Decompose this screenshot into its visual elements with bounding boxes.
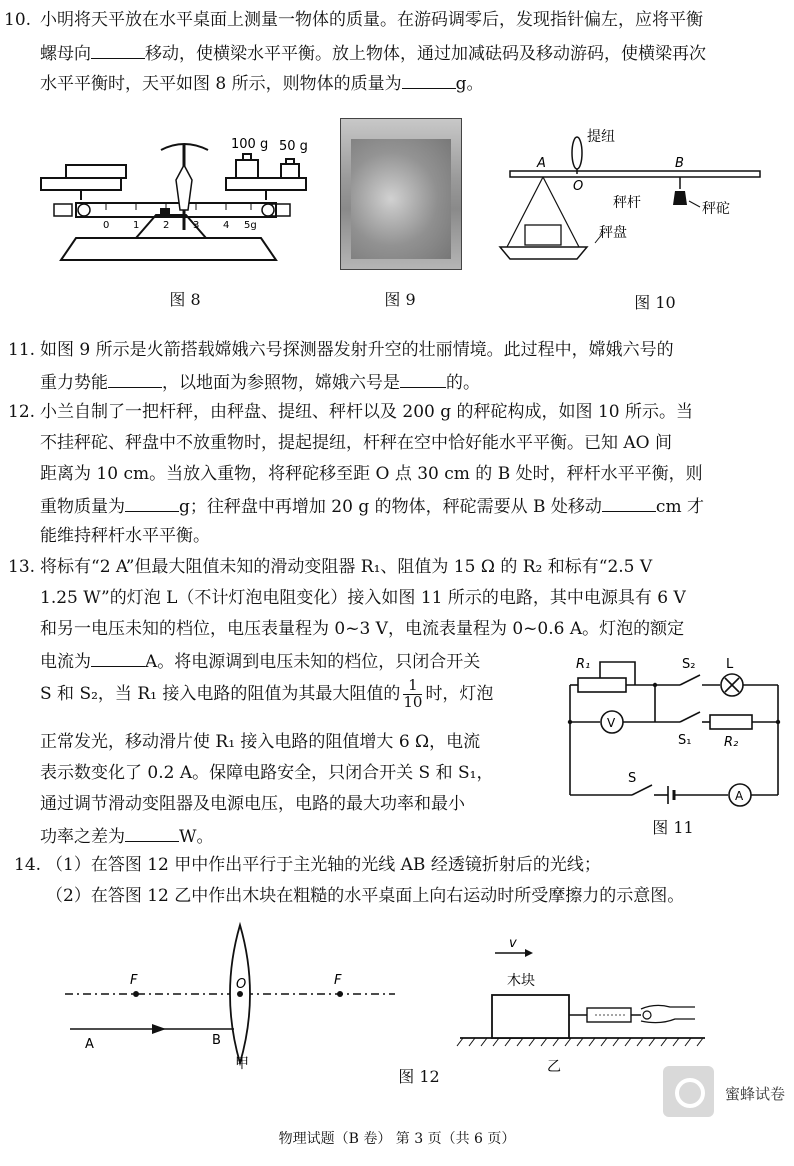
fig11-label-S: S bbox=[628, 771, 637, 786]
fig11-label-R2: R₂ bbox=[724, 735, 739, 750]
q13-blank2[interactable] bbox=[125, 827, 179, 842]
figure-9-rocket-photo bbox=[340, 118, 462, 270]
fig8-caption: 图 8 bbox=[169, 290, 201, 309]
q13-number: 13. bbox=[8, 557, 36, 577]
q12-line5: 能维持秤杆水平平衡。 bbox=[40, 526, 210, 546]
q12-blank1[interactable] bbox=[125, 497, 179, 512]
fig8-tick-2: 2 bbox=[163, 220, 170, 231]
fig11-caption: 图 11 bbox=[652, 818, 694, 837]
q11-blank1[interactable] bbox=[108, 373, 162, 388]
figure-12-block bbox=[455, 936, 715, 1075]
page-footer: 物理试题（B 卷） 第 3 页（共 6 页） bbox=[278, 1131, 516, 1147]
q10-line2: 螺母向 移动，使横梁水平平衡。放上物体，通过加减砝码及移动游码，使横梁再次 bbox=[40, 44, 706, 64]
q11-line2: 重力势能 ，以地面为参照物，嫦娥六号是 的。 bbox=[40, 373, 480, 393]
q11-line1: 如图 9 所示是火箭搭载嫦娥六号探测器发射升空的壮丽情境。此过程中，嫦娥六号的 bbox=[40, 340, 674, 360]
fig10-label-chengtuo: 秤砣 bbox=[702, 201, 730, 217]
fig10-label-B: B bbox=[675, 156, 684, 171]
q12-line4: 重物质量为 g；往秤盘中再增加 20 g 的物体，秤砣需要从 B 处移动 cm 才 bbox=[40, 497, 704, 517]
q14-number: 14. bbox=[14, 855, 42, 875]
figure-12-lens bbox=[60, 920, 400, 1070]
q13-line1: 将标有“2 A”但最大阻值未知的滑动变阻器 R₁、阻值为 15 Ω 的 R₂ 和标有“2.5 V bbox=[40, 557, 653, 577]
q13-line8: 通过调节滑动变阻器及电源电压，电路的最大功率和最小 bbox=[40, 794, 465, 814]
fig8-tick-3: 3 bbox=[193, 220, 200, 231]
fig10-label-A: A bbox=[537, 156, 546, 171]
figure-10-steelyard bbox=[495, 125, 775, 270]
fig8-weight-100g: 100 g bbox=[231, 137, 269, 152]
fig8-tick-5g: 5g bbox=[244, 220, 257, 231]
q13-line6: 正常发光，移动滑片使 R₁ 接入电路的阻值增大 6 Ω，电流 bbox=[40, 732, 481, 752]
q12-blank2[interactable] bbox=[602, 497, 656, 512]
q12-line2: 不挂秤砣、秤盘中不放重物时，提起提纽，杆秤在空中恰好能水平平衡。已知 AO 间 bbox=[40, 433, 673, 453]
fraction-one-tenth: $\frac{1}{10}$ bbox=[403, 676, 423, 711]
q11-number: 11. bbox=[8, 340, 36, 360]
q13-line9: 功率之差为 W。 bbox=[40, 827, 214, 847]
fig11-label-A: A bbox=[735, 789, 744, 803]
q14-line2: （2）在答图 12 乙中作出木块在粗糙的水平桌面上向右运动时所受摩擦力的示意图。 bbox=[46, 886, 685, 906]
q13-line2: 1.25 W”的灯泡 L（不计灯泡电阻变化）接入如图 11 所示的电路，其中电源具有 6 V bbox=[40, 588, 686, 608]
q10-blank1[interactable] bbox=[91, 44, 145, 59]
fig12-label-jia: 甲 bbox=[235, 1056, 249, 1072]
fig11-label-S1: S₁ bbox=[678, 733, 692, 748]
q13-blank1[interactable] bbox=[91, 652, 145, 667]
watermark-text: 蜜蜂试卷 bbox=[725, 1085, 786, 1103]
q12-line1: 小兰自制了一把杆秤，由秤盘、提纽、秤杆以及 200 g 的秤砣构成，如图 10 所示。当 bbox=[40, 402, 693, 422]
fig12-label-F-left: F bbox=[130, 973, 138, 988]
q14-line1: （1）在答图 12 甲中作出平行于主光轴的光线 AB 经透镜折射后的光线； bbox=[46, 855, 601, 875]
fig10-label-O: O bbox=[573, 179, 584, 194]
q13-line3: 和另一电压未知的档位，电压表量程为 0~3 V，电流表量程为 0~0.6 A。灯泡的额定 bbox=[40, 619, 685, 639]
q13-line7: 表示数变化了 0.2 A。保障电路安全，只闭合开关 S 和 S₁， bbox=[40, 763, 494, 783]
fig10-label-tiniu: 提纽 bbox=[587, 129, 615, 145]
fig8-tick-1: 1 bbox=[133, 220, 140, 231]
fig11-label-S2: S₂ bbox=[682, 657, 696, 672]
q11-blank2[interactable] bbox=[400, 373, 446, 388]
q10-line3: 水平平衡时，天平如图 8 所示，则物体的质量为 g。 bbox=[40, 74, 484, 94]
fig12-label-O: O bbox=[236, 977, 247, 992]
fig12-label-B: B bbox=[212, 1033, 221, 1048]
fig8-tick-4: 4 bbox=[223, 220, 230, 231]
fig10-label-chengpan: 秤盘 bbox=[599, 225, 627, 241]
watermark-logo bbox=[663, 1066, 714, 1117]
fig8-weight-50g: 50 g bbox=[279, 139, 308, 154]
q12-number: 12. bbox=[8, 402, 36, 422]
figure-8-balance bbox=[36, 120, 306, 270]
fig11-label-R1: R₁ bbox=[576, 657, 591, 672]
fig12-label-yi: 乙 bbox=[547, 1059, 561, 1075]
figure-11-circuit bbox=[560, 650, 790, 815]
fig12-label-A: A bbox=[85, 1037, 94, 1052]
q13-line5: S 和 S₂，当 R₁ 接入电路的阻值为其最大阻值的 $\frac{1}{10}$ 时，灯泡 bbox=[40, 676, 494, 711]
fig9-caption: 图 9 bbox=[384, 290, 416, 309]
fig12-label-mukuai: 木块 bbox=[507, 973, 535, 989]
fig11-label-V: V bbox=[607, 716, 616, 730]
q10-blank2[interactable] bbox=[402, 74, 456, 89]
fig12-label-v: v bbox=[509, 936, 517, 951]
q12-line3: 距离为 10 cm。当放入重物，将秤砣移至距 O 点 30 cm 的 B 处时，秤杆水平平衡，则 bbox=[40, 464, 703, 484]
fig10-label-chenggan: 秤杆 bbox=[613, 195, 641, 211]
fig12-caption: 图 12 bbox=[398, 1067, 440, 1086]
fig11-label-L: L bbox=[726, 657, 734, 672]
fig8-tick-0: 0 bbox=[103, 220, 110, 231]
q10-line1: 小明将天平放在水平桌面上测量一物体的质量。在游码调零后，发现指针偏左，应将平衡 bbox=[40, 10, 703, 30]
fig10-caption: 图 10 bbox=[634, 293, 676, 312]
q10-number: 10. bbox=[4, 10, 32, 30]
q13-line4: 电流为 A。将电源调到电压未知的档位，只闭合开关 bbox=[40, 652, 481, 672]
fig12-label-F-right: F bbox=[334, 973, 342, 988]
